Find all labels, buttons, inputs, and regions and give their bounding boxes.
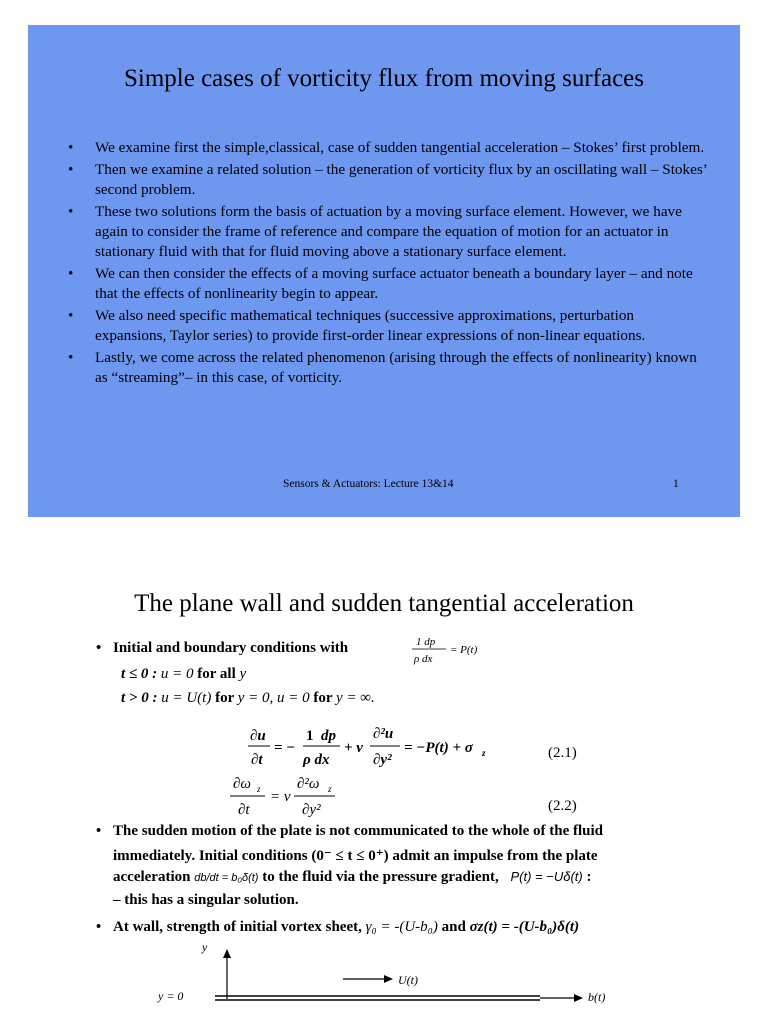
equation-2-2: [225, 772, 345, 822]
svg-text:1 dp: 1 dp: [416, 636, 436, 648]
svg-text:= P(t): = P(t): [450, 644, 478, 656]
bullet-text-line: At wall, strength of initial vortex sheet, γ₀ = -(U-b₀) and σz(t) = -(U-b₀)δ(t): [113, 919, 580, 935]
svg-text:= −: = −: [274, 740, 296, 756]
bullet-text-line: acceleration db/dt = b₀δ(t) to the fluid via the pressure gradient, P(t) = −Uδ(t) :: [113, 869, 592, 885]
svg-text:= −P(t) + σ: = −P(t) + σ: [404, 740, 473, 756]
svg-text:ρ dx: ρ dx: [303, 752, 330, 768]
bullet-icon: •: [68, 349, 74, 366]
condition-t-gt-0: t > 0 : u = U(t) for y = 0, u = 0 for y = ∞.: [121, 690, 375, 706]
flow-arrow-icon: [384, 975, 393, 983]
pressure-relation-formula: [408, 632, 488, 670]
slide-1-title: Simple cases of vorticity flux from moving surfaces: [123, 65, 645, 92]
slide-2-title: The plane wall and sudden tangential acceleration: [134, 590, 634, 617]
bullet-icon: •: [96, 640, 102, 656]
bullet-text: Initial and boundary conditions with: [113, 640, 349, 656]
bullet-text: We examine first the simple,classical, case of sudden tangential acceleration – Stokes’ first problem.: [95, 139, 705, 156]
diagram-wall-label: y = 0: [158, 989, 184, 1003]
diagram-wall-motion-label: b(t): [588, 990, 606, 1004]
equation-2-1-label: (2.1): [548, 745, 577, 761]
diagram-flow-label: U(t): [398, 973, 418, 987]
svg-text:dp: dp: [321, 728, 336, 744]
svg-text:∂²u: ∂²u: [373, 726, 394, 742]
bullet-icon: •: [68, 307, 74, 324]
svg-text:∂ω: ∂ω: [233, 776, 252, 792]
bullet-text: The sudden motion of the plate is not communicated to the whole of the fluid: [113, 823, 604, 839]
bullet-icon: •: [96, 823, 102, 839]
y-axis-arrow-icon: [223, 949, 231, 958]
page-number: 1: [673, 478, 679, 490]
svg-text:∂y²: ∂y²: [302, 802, 321, 818]
svg-text:+ ν: + ν: [344, 740, 363, 756]
bullet-text: Then we examine a related solution – the generation of vorticity flux by an oscillating wall – Stokes’ second problem.: [95, 160, 707, 198]
svg-text:∂²ω: ∂²ω: [297, 776, 320, 792]
svg-text:∂y²: ∂y²: [373, 752, 392, 768]
svg-text:1: 1: [306, 728, 314, 744]
bullet-icon: •: [68, 160, 74, 178]
bullet-icon: •: [68, 139, 74, 156]
svg-text:z: z: [328, 784, 332, 794]
svg-text:ρ dx: ρ dx: [414, 653, 433, 665]
bullet-icon: •: [68, 265, 74, 282]
wall-motion-arrow-icon: [574, 994, 583, 1002]
bullet-text: – this has a singular solution.: [113, 892, 299, 908]
svg-text:∂u: ∂u: [250, 728, 266, 744]
bullet-text: These two solutions form the basis of actuation by a moving surface element. However, we have again to consider the frame of reference and compare the equation of motion for an actuator in stationary fluid with that for fluid moving above a stationary surface element.: [95, 202, 682, 261]
diagram-y-axis-label: y: [202, 940, 208, 954]
equation-2-2-label: (2.2): [548, 798, 577, 814]
bullet-text: We can then consider the effects of a moving surface actuator beneath a boundary layer – and note that the effects of nonlinearity begin to appear.: [95, 265, 693, 303]
svg-text:z: z: [257, 784, 261, 794]
bullet-text: We also need specific mathematical techniques (successive approximations, perturbation expansions, Taylor series) to provide first-order linear expressions of non-linear equations.: [95, 307, 646, 345]
bullet-icon: •: [68, 202, 74, 220]
bullet-text: Lastly, we come across the related phenomenon (arising through the effects of nonlinearity) known as “streaming”– in this case, of vorticity.: [95, 349, 697, 387]
plate-diagram: [215, 945, 590, 1015]
bullet-icon: •: [96, 919, 102, 935]
svg-text:∂t: ∂t: [251, 752, 263, 768]
slide-footer: Sensors & Actuators: Lecture 13&14: [283, 478, 454, 490]
condition-t-le-0: t ≤ 0 : u = 0 for all y: [121, 666, 247, 682]
svg-text:∂t: ∂t: [238, 802, 250, 818]
bullet-text: immediately. Initial conditions (0⁻ ≤ t ≤ 0⁺) admit an impulse from the plate: [113, 848, 598, 864]
svg-text:= ν: = ν: [270, 789, 291, 805]
svg-text:z: z: [482, 748, 486, 758]
